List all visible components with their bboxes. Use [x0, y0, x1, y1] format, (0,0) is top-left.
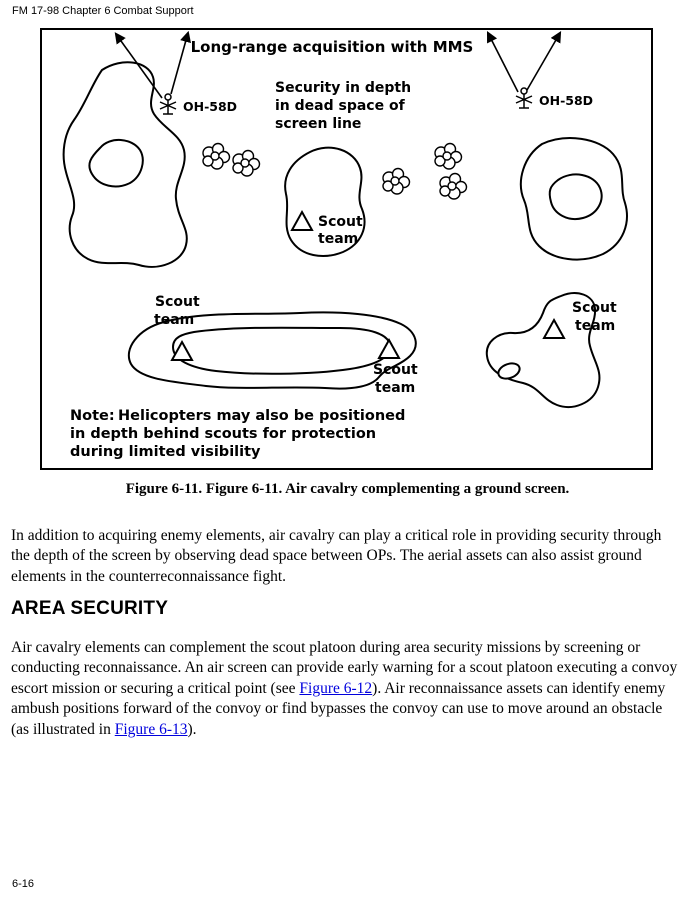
security-note-line3: screen line — [275, 116, 362, 132]
tree-icon — [383, 169, 410, 195]
figure-6-13-link[interactable]: Figure 6-13 — [114, 720, 188, 738]
terrain-contour-right-inner — [550, 174, 602, 219]
scout-team-label: team — [375, 380, 416, 396]
page-number: 6-16 — [12, 878, 35, 890]
sight-line — [488, 33, 518, 92]
tree-icon — [203, 144, 230, 170]
scout-team-label: Scout — [572, 300, 617, 316]
paragraph-area-security — [11, 638, 683, 741]
oh58d-label-left: OH-58D — [183, 99, 238, 114]
tree-icon — [233, 151, 260, 177]
figure-6-11-diagram — [40, 28, 653, 470]
sight-line — [171, 33, 188, 94]
security-note-line1: Security in depth — [275, 80, 412, 96]
helicopter-icon — [516, 88, 532, 108]
paragraph-security: In addition to acquiring enemy elements, air cavalry can play a critical role in providing security through the depth of the screen by observing dead space between OPs. The aerial assets can also assist ground elements in the counterreconnaissance fight. — [11, 526, 662, 585]
diagram-note-line2: in depth behind scouts for protection — [70, 426, 377, 442]
diagram-canvas — [42, 30, 651, 468]
tree-icon — [440, 174, 467, 200]
paragraph-text: ). — [187, 720, 197, 738]
sight-line — [527, 33, 560, 90]
figure-6-12-link[interactable]: Figure 6-12 — [299, 679, 373, 697]
scout-team-label: Scout — [318, 214, 363, 230]
diagram-note-line3: during limited visibility — [70, 444, 261, 460]
diagram-title: Long-range acquisition with MMS — [190, 38, 474, 56]
paragraph-text: ). Air reconnaissance assets can identify enemy ambush positions forward of the convoy or find bypasses the convoy can use to move around an obstacle (as illustrated in — [11, 679, 666, 738]
scout-team-label: Scout — [155, 294, 200, 310]
paragraph-text: Air cavalry elements can complement the scout platoon during area security missions by screening or conducting reconnaissance. An air screen can provide early warning for a scout platoon executing a convoy escort mission or securing a critical point (see — [11, 638, 678, 697]
oh58d-label-right: OH-58D — [539, 93, 594, 108]
diagram-note-line1 — [70, 408, 405, 424]
security-note-line2: in dead space of — [275, 98, 405, 114]
scout-team-label: Scout — [373, 362, 418, 378]
diagram-note-label: Note: — [70, 408, 115, 424]
section-heading-area-security: AREA SECURITY — [11, 597, 169, 619]
page-header: FM 17-98 Chapter 6 Combat Support — [12, 5, 194, 17]
helicopter-icon — [160, 94, 176, 114]
figure-caption: Figure 6-11. Figure 6-11. Air cavalry complementing a ground screen. — [125, 481, 570, 497]
scout-team-label: team — [575, 318, 616, 334]
scout-team-label: team — [154, 312, 195, 328]
scout-team-label: team — [318, 231, 359, 247]
tree-icon — [435, 144, 462, 170]
terrain-contour-long-inner — [173, 328, 390, 374]
diagram-note-text: Helicopters may also be positioned — [118, 408, 406, 424]
